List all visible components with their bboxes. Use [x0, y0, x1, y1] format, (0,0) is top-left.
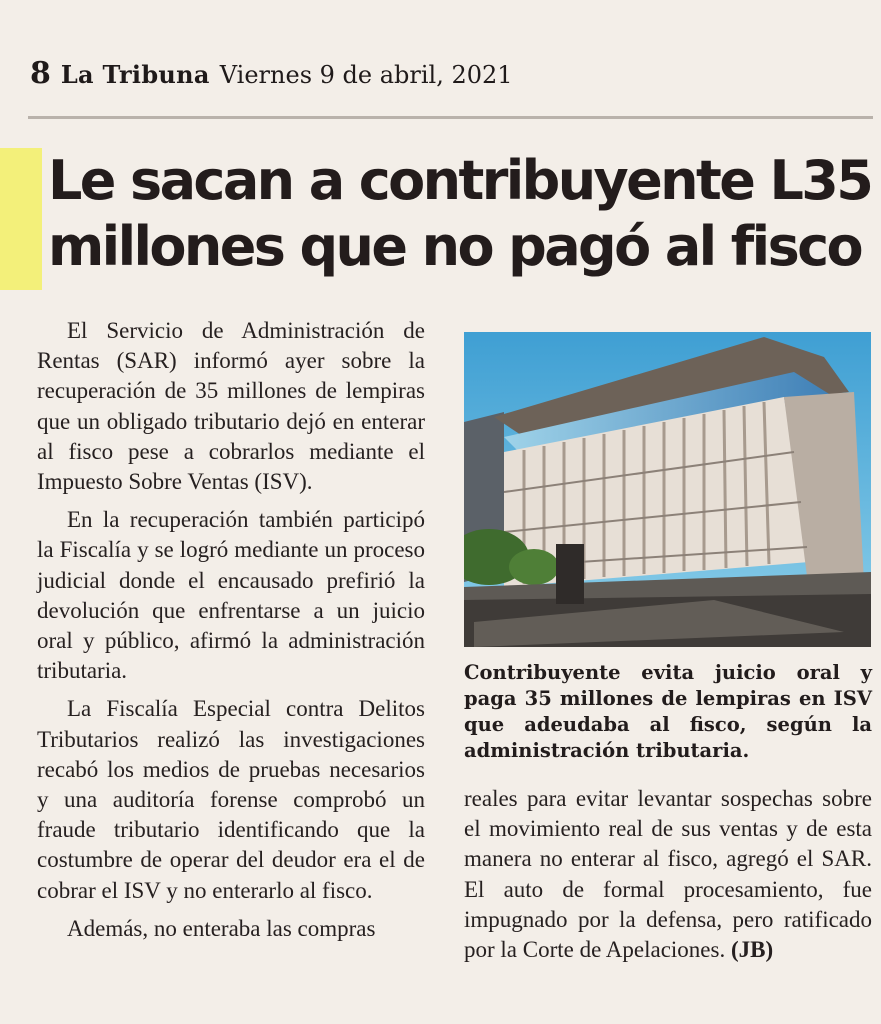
- publication-date: Viernes 9 de abril, 2021: [219, 61, 513, 89]
- byline: (JB): [730, 937, 774, 963]
- article-continuation: [464, 784, 872, 965]
- header-divider: [28, 116, 873, 119]
- article-column-left: [37, 316, 425, 952]
- page-number: 8: [30, 56, 51, 91]
- continuation-text: reales para evitar levantar sospechas sobre el movimiento real de sus ventas y de esta manera no enterar al fisco, agregó el SAR. El auto de formal procesamiento, fue impugnado por la defensa, pero ratificado por la Corte de Apelaciones.: [464, 786, 872, 963]
- article-paragraph-3: La Fiscalía Especial contra Delitos Tributarios realizó las investigaciones recabó los medios de pruebas necesarios y una auditoría forense comprobó un fraude tributario identificando que la costumbre de operar del deudor era el de cobrar el ISV y no enterarlo al fisco.: [37, 696, 425, 903]
- article-paragraph-4: Además, no enteraba las compras: [67, 915, 376, 941]
- headline-line-1: Le sacan a contribuyente L35: [48, 149, 872, 212]
- headline: [48, 148, 874, 280]
- photo-caption: Contribuyente evita juicio oral y paga 35 millones de lempiras en ISV que adeudaba al fisco, según la administración tributaria.: [464, 661, 872, 762]
- article-paragraph-2: En la recuperación también participó la Fiscalía y se logró mediante un proceso judicial donde el encausado prefirió la devolución que enfrentarse a un juicio oral y público, afirmó la administración tributaria.: [37, 507, 425, 684]
- newspaper-name: La Tribuna: [60, 60, 210, 89]
- highlight-bar: [0, 148, 42, 290]
- page-header: [30, 56, 870, 102]
- article-paragraph-1: El Servicio de Administración de Rentas (SAR) informó ayer sobre la recuperación de 35 millones de lempiras que un obligado tributario dejó en enterar al fisco pese a cobrarlos mediante el Impuesto Sobre Ventas (ISV).: [37, 318, 425, 495]
- headline-line-2: millones que no pagó al fisco: [48, 215, 862, 278]
- article-column-right: [464, 784, 872, 973]
- building-photo: [464, 332, 871, 647]
